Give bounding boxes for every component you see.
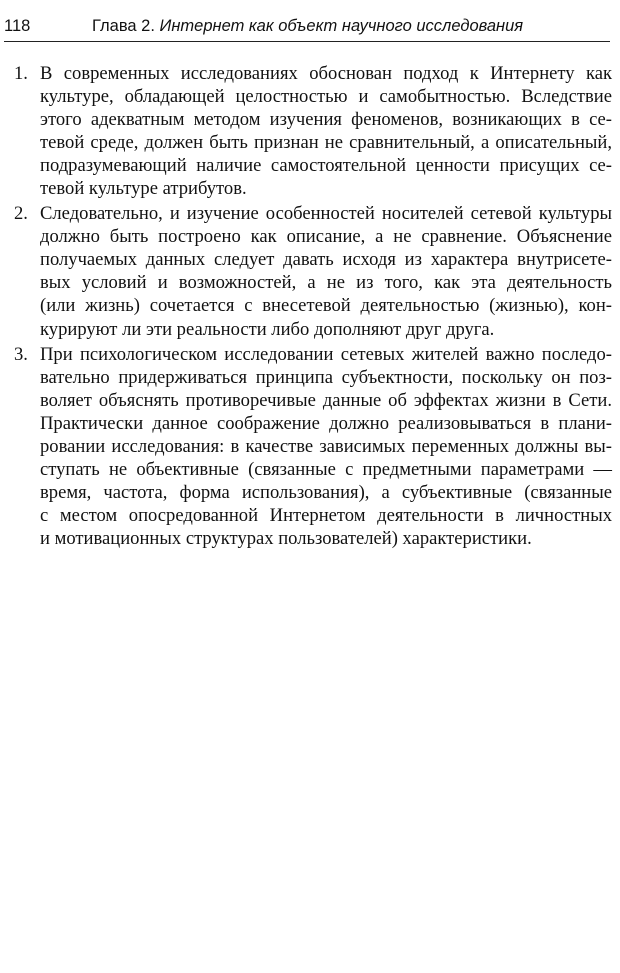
text-line: с местом опосредованной Интернетом деятельности в личностных [40, 504, 612, 526]
text-line: Практически данное соображение должно реализовываться в плани- [40, 412, 612, 434]
list-item-2 [14, 202, 612, 340]
text-line: воляет объяснять противоречивые данные об эффектах жизни в Сети. [40, 389, 612, 411]
text-line: получаемых данных следует давать исходя из характера внутрисете- [40, 249, 612, 271]
text-line: вательно придерживаться принципа субъектности, поскольку он поз- [40, 366, 612, 388]
text-line: тевой культуре атрибутов. [40, 178, 247, 200]
list-item-number: 3. [14, 343, 28, 365]
text-line: ровании исследования: в качестве зависимых переменных должны вы- [40, 435, 612, 457]
page-number: 118 [4, 17, 31, 35]
text-line: этого адекватным методом изучения феноменов, возникающих в се- [40, 109, 612, 131]
text-line: подразумевающий наличие самостоятельной ценности присущих се- [40, 155, 612, 177]
text-line: должно быть построено как описание, а не сравнение. Объяснение [40, 226, 612, 248]
text-line: ступать не объективные (связанные с предметными параметрами — [40, 458, 612, 480]
text-line: культуре, обладающей целостностью и самобытностью. Вследствие [40, 86, 612, 108]
numbered-list [14, 62, 612, 552]
header-rule [4, 41, 610, 42]
text-line: Следовательно, и изучение особенностей носителей сетевой культуры [40, 203, 612, 225]
list-item-1 [14, 62, 612, 200]
text-line: В современных исследованиях обоснован подход к Интернету как [40, 63, 612, 84]
chapter-heading [92, 16, 523, 36]
text-line: и мотивационных структурах пользователей) характеристики. [40, 527, 532, 549]
list-item-number: 2. [14, 203, 28, 225]
text-line: время, частота, форма использования), а субъективные (связанные [40, 481, 612, 503]
text-line: курируют ли эти реальности либо дополняют друг друга. [40, 318, 495, 340]
text-line: вых условий и возможностей, а не из того, как эта деятельность [40, 272, 612, 294]
chapter-label: Глава 2. [92, 17, 155, 35]
running-header [4, 16, 614, 40]
text-line: тевой среде, должен быть признан не сравнительный, а описательный, [40, 132, 612, 154]
list-item-number: 1. [14, 63, 28, 84]
list-item-3 [14, 343, 612, 550]
chapter-title: Интернет как объект научного исследования [159, 17, 524, 35]
text-line: При психологическом исследовании сетевых жителей важно последо- [40, 343, 612, 365]
text-line: (или жизнь) сочетается с внесетевой деятельностью (жизнью), кон- [40, 295, 612, 317]
